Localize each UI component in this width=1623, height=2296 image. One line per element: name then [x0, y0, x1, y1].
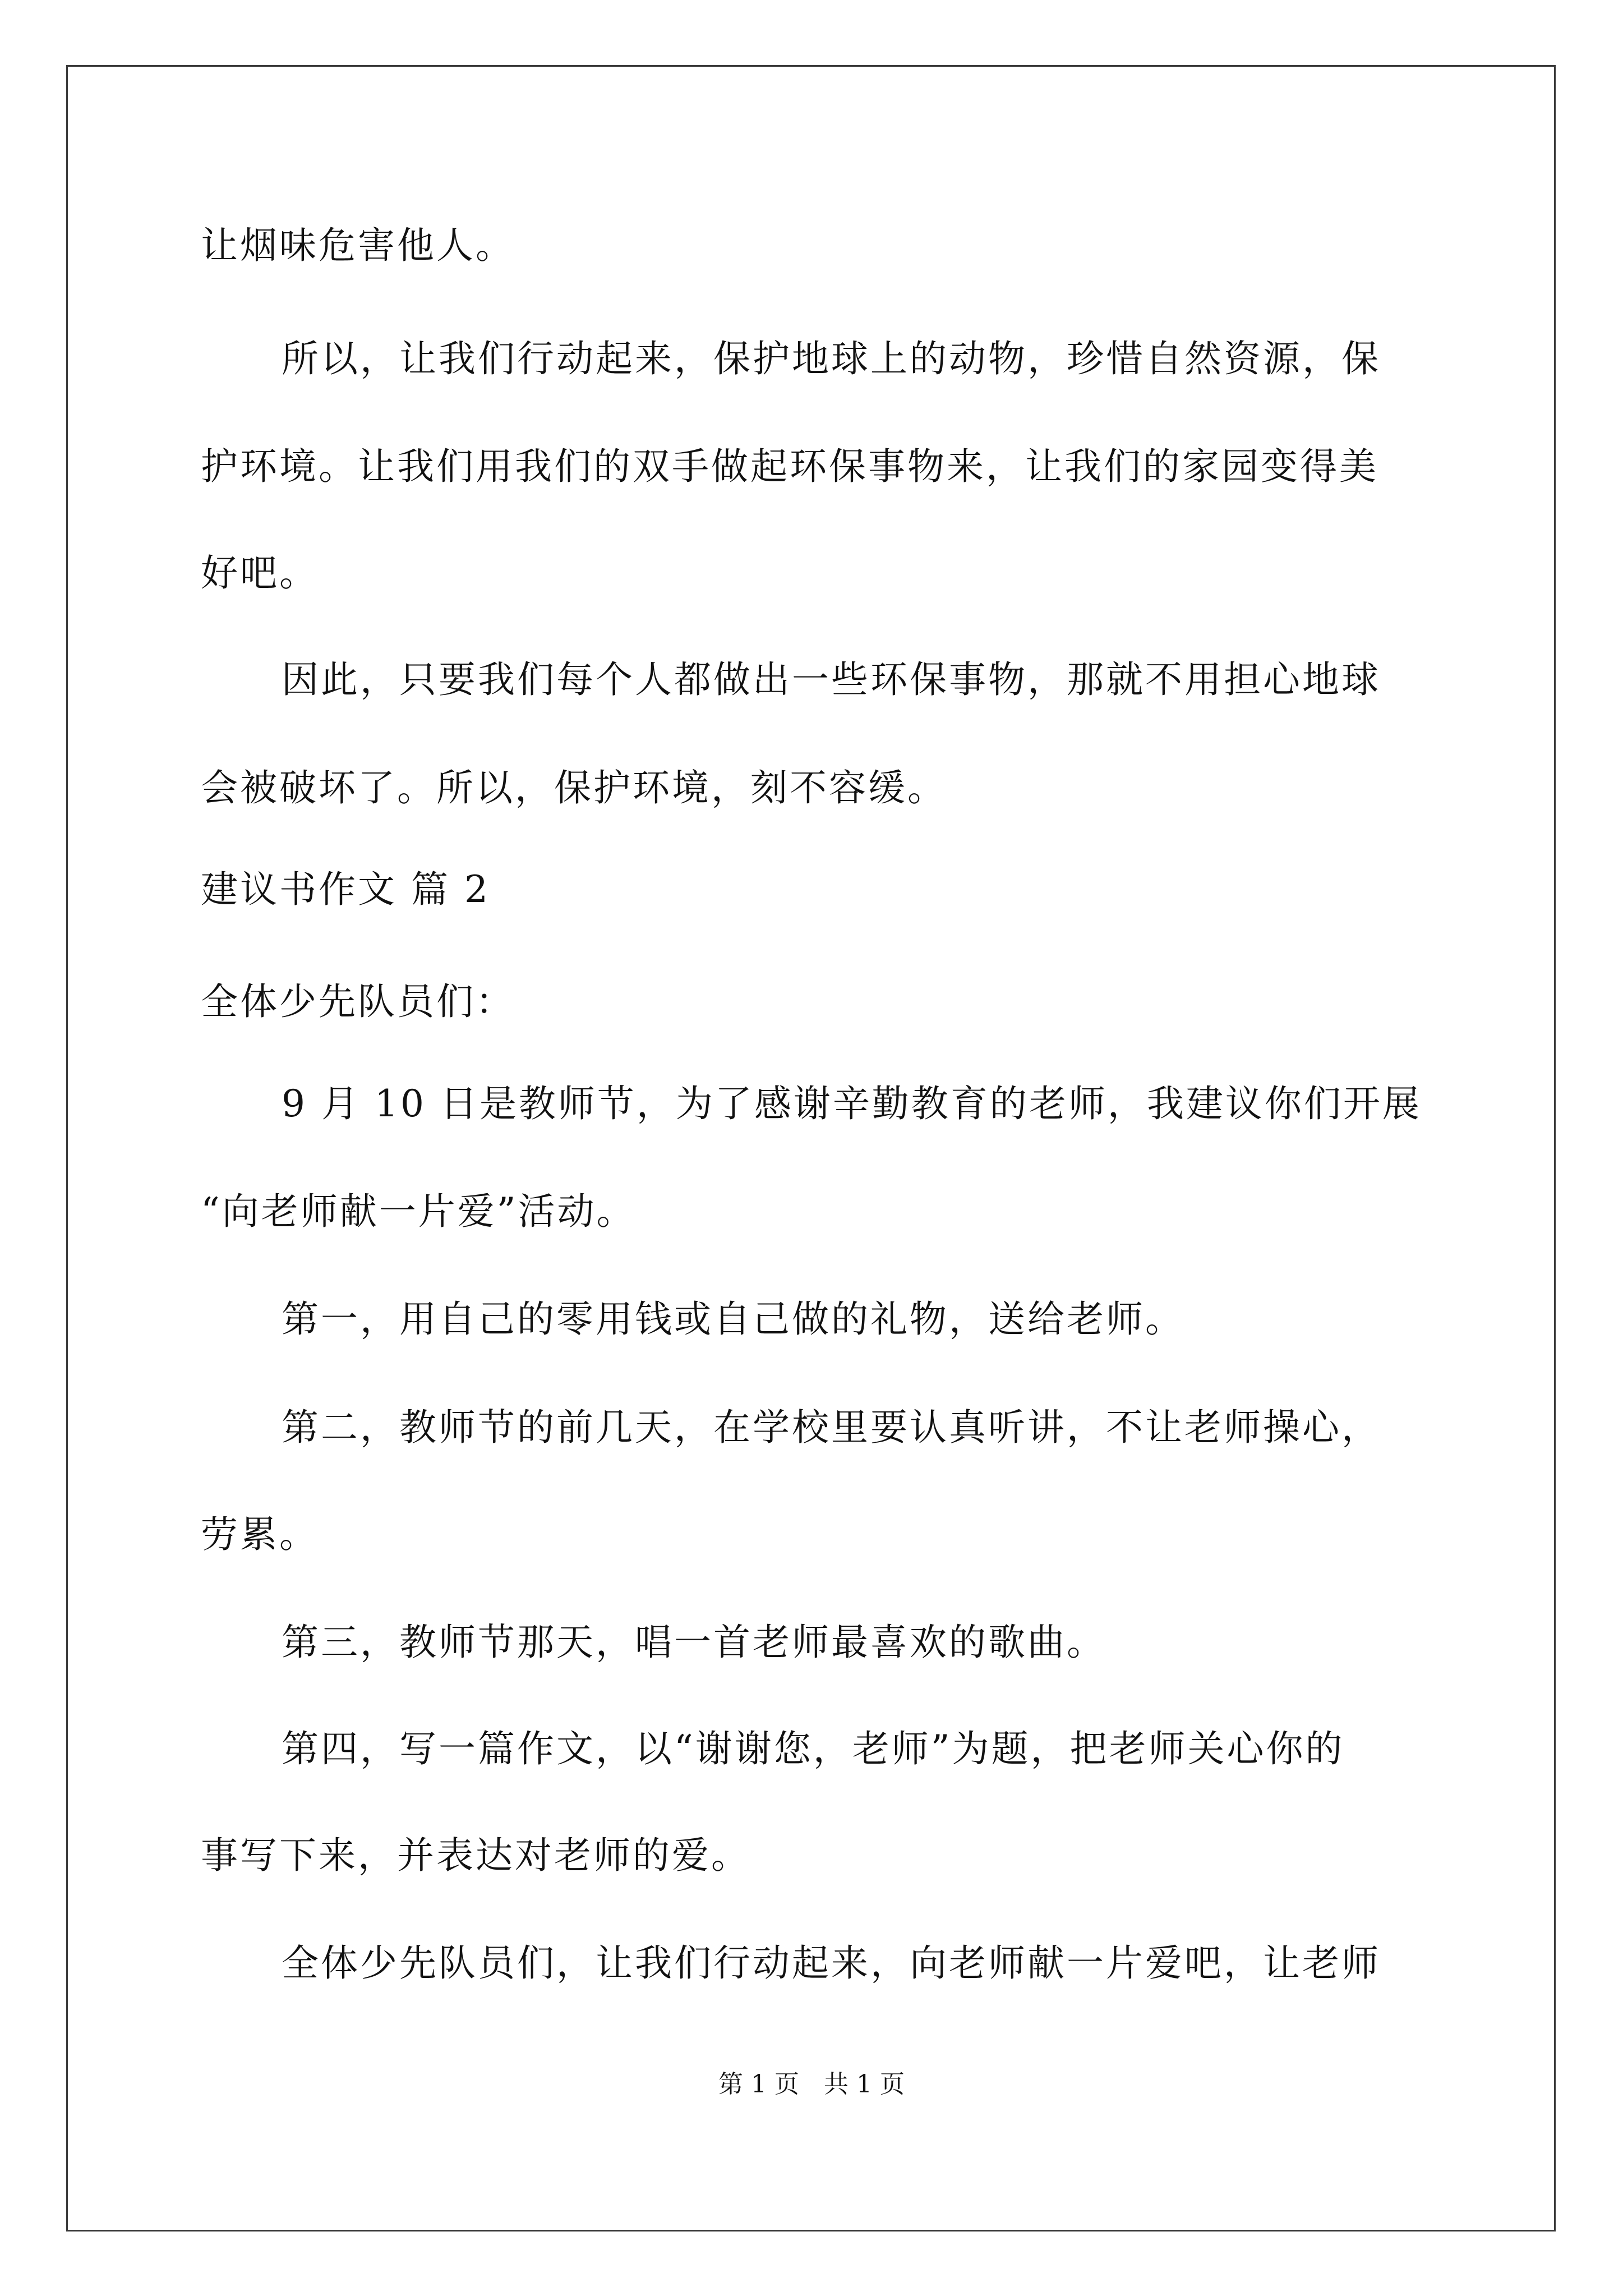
text-line-10: “向老师献一片爱”活动。 [201, 1190, 636, 1233]
text-line-5: 因此，只要我们每个人都做出一些环保事物，那就不用担心地球 [282, 658, 1381, 701]
text-line-4: 好吧。 [201, 551, 319, 595]
text-line-3: 护环境。让我们用我们的双手做起环保事物来，让我们的家园变得美 [201, 445, 1378, 488]
text-line-9: 9 月 10 日是教师节，为了感谢辛勤教育的老师，我建议你们开展 [282, 1082, 1422, 1125]
text-line-13: 劳累。 [201, 1513, 319, 1556]
text-line-6: 会被破坏了。所以，保护环境，刻不容缓。 [201, 766, 947, 809]
text-line-1: 让烟味危害他人。 [201, 224, 515, 267]
text-line-15: 第四，写一篇作文，以“谢谢您，老师”为题，把老师关心你的 [282, 1727, 1345, 1770]
page-border [66, 65, 1556, 2231]
text-line-14: 第三，教师节那天，唱一首老师最喜欢的歌曲。 [282, 1621, 1106, 1664]
salutation: 全体少先队员们： [201, 980, 515, 1023]
text-line-17: 全体少先队员们，让我们行动起来，向老师献一片爱吧，让老师 [282, 1941, 1381, 1985]
page-footer: 第 1 页 共 1 页 [718, 2070, 905, 2099]
text-line-2: 所以，让我们行动起来，保护地球上的动物，珍惜自然资源，保 [282, 337, 1381, 380]
text-line-11: 第一，用自己的零用钱或自己做的礼物，送给老师。 [282, 1297, 1184, 1341]
text-line-16: 事写下来，并表达对老师的爱。 [201, 1834, 750, 1877]
section-heading: 建议书作文 篇 2 [201, 868, 490, 911]
text-line-12: 第二，教师节的前几天，在学校里要认真听讲，不让老师操心， [282, 1406, 1381, 1449]
